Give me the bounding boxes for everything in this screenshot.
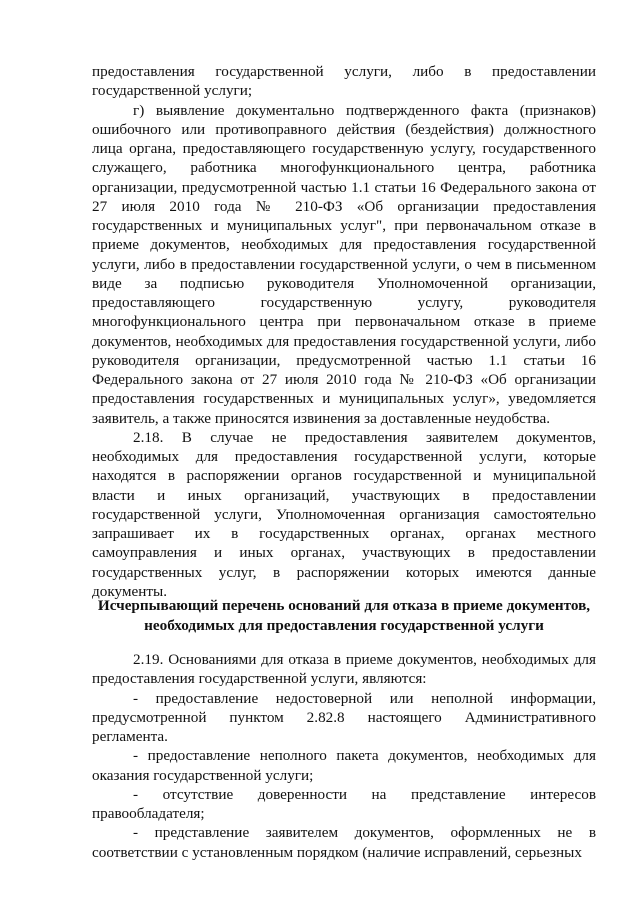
- body-text-bottom: [92, 650, 596, 862]
- list-item: - отсутствие доверенности на представление интересов правообладателя;: [92, 785, 596, 822]
- body-text-top: [92, 62, 596, 601]
- paragraph-2-19: 2.19. Основаниями для отказа в приеме документов, необходимых для предоставления государственной услуги, являются:: [92, 651, 596, 688]
- section-heading: Исчерпывающий перечень оснований для отказа в приеме документов, необходимых для предоставления государственной услуги: [97, 597, 591, 634]
- paragraph-2-18: 2.18. В случае не предоставления заявителем документов, необходимых для предоставления государственной услуги, которые находятся в распоряжении органов государственной и муниципальной власти и иных организаций, участвующих в предоставлении государственной услуги, Уполномоченная организация самостоятельно запрашивает их в государственных органах, органах местного самоуправления и иных органах, участвующих в предоставлении государственных услуг, в распоряжении которых имеются данные документы.: [92, 428, 596, 600]
- list-item: - представление заявителем документов, оформленных не в соответствии с установленным порядком (наличие исправлений, серьезных: [92, 824, 596, 861]
- section-heading-block: [92, 596, 596, 635]
- list-item: - предоставление недостоверной или неполной информации, предусмотренной пунктом 2.82.8 настоящего Административного регламента.: [92, 689, 596, 745]
- list-item: - предоставление неполного пакета документов, необходимых для оказания государственной услуги;: [92, 747, 596, 784]
- paragraph-continuation: предоставления государственной услуги, либо в предоставлении государственной услуги;: [92, 63, 596, 100]
- paragraph-item-g: г) выявление документально подтвержденного факта (признаков) ошибочного или противоправного действия (бездействия) должностного лица органа, предоставляющего государственную услугу, государственного служащего, работника многофункционального центра, работника организации, предусмотренной частью 1.1 статьи 16 Федерального закона от 27 июля 2010 года № 210-ФЗ «Об организации предоставления государственных и муниципальных услуг", при первоначальном отказе в приеме документов, необходимых для предоставления государственной услуги, либо в предоставлении государственной услуги, о чем в письменном виде за подписью руководителя Уполномоченной организации, предоставляющего государственную услугу, руководителя многофункционального центра при первоначальном отказе в приеме документов, необходимых для предоставления государственной услуги, либо руководителя организации, предусмотренной частью 1.1 статьи 16 Федерального закона от 27 июля 2010 года № 210-ФЗ «Об организации предоставления государственных и муниципальных услуг», уведомляется заявитель, а также приносятся извинения за доставленные неудобства.: [92, 101, 596, 427]
